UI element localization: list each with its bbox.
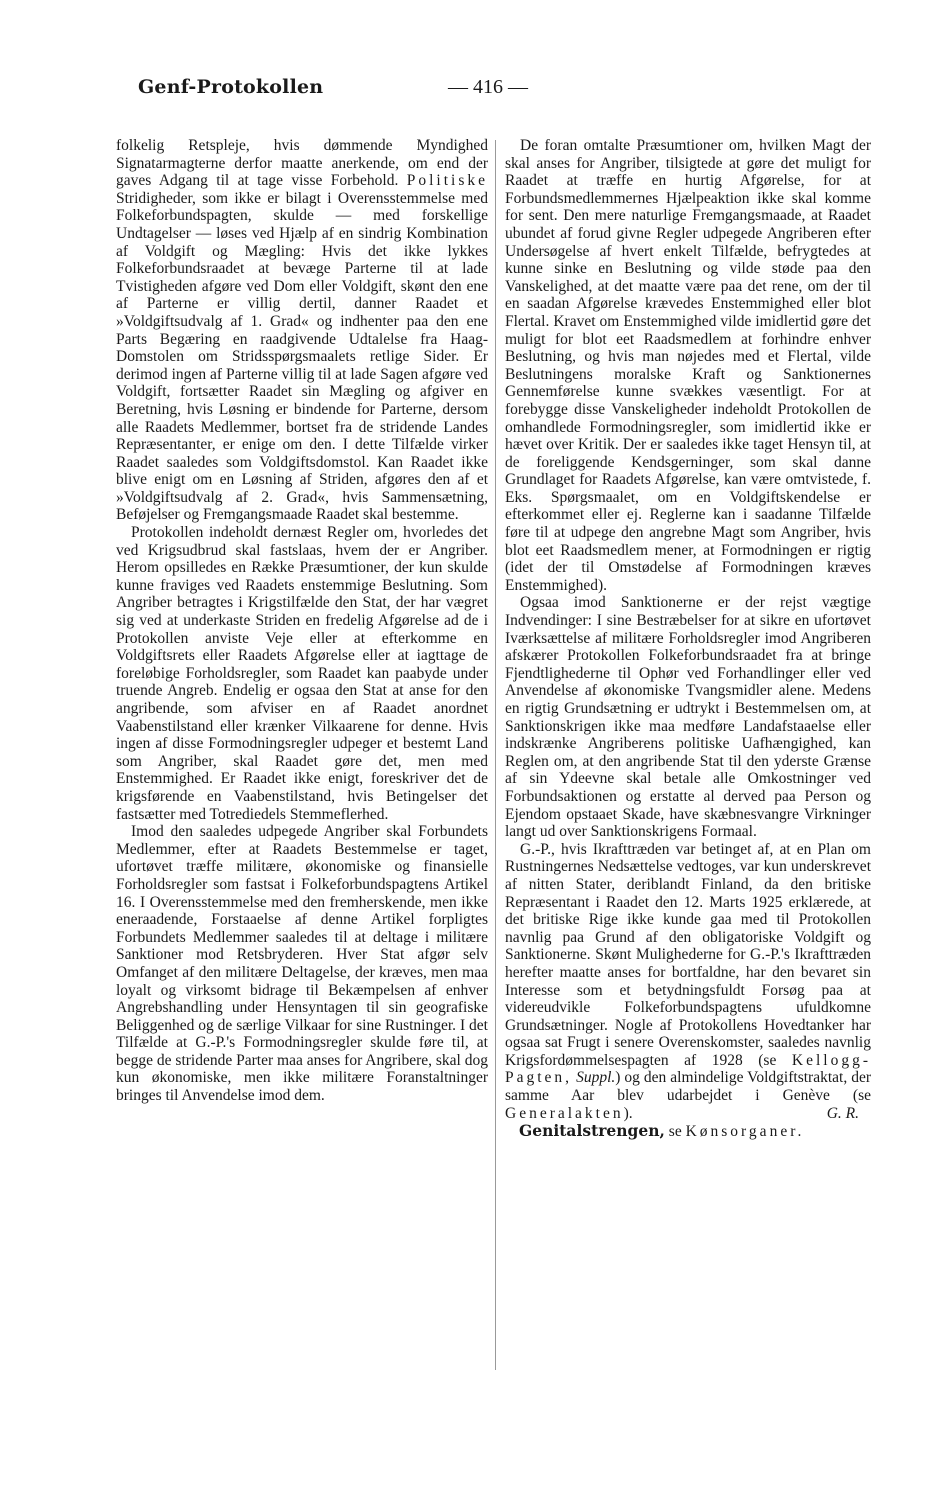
italic-abbrev: Suppl. [576,1069,616,1087]
cross-reference: Kønsorganer. [685,1123,805,1141]
text-run: ). [623,1104,633,1122]
text-run: se [664,1123,686,1141]
spaced-term: Politiske [406,172,488,190]
text-run: Stridigheder, som ikke er bilagt i Overensstemmelse med Folkeforbundspagten, skulde — med forskellige Undtagelser — løses ved Hjælp af en sindrig Kombination af Voldgift og Mægling: Hvis det ikke lykkes Folkeforbundsraadet at bevæge Parterne til at lade Tvistigheden afgøre ved Dom eller Voldgift, skønt den ene af Parterne er villig dertil, danner Raadet et »Voldgiftsudvalg af 1. Grad« og indhenter paa den ene Parts Begæring en raadgivende Udtalelse fra Haag-Domstolen om Stridsspørgsmaalets retlige Sider. Er derimod ingen af Parterne villig til at lade Sagen afgøre ved Voldgift, fortsætter Raadet sin Mægling og afgiver en Beretning, hvis Løsning er bindende for Parterne, dersom alle Raadets Medlemmer, bortset fra de stridende Landes Repræsentanter, er enige om den. I dette Tilfælde virker Raadet saaledes som Voldgiftsdomstol. Kan Raadet ikke blive enigt om en Løsning af Striden, afgøres den af et »Voldgiftsudvalg af 2. Grad«, hvis Sammensætning, Beføjelser og Fremgangsmaade Raadet skal bestemme. [116,189,488,524]
text-run: G.-P., hvis Ikrafttræden var betinget af, at en Plan om Rustningernes Nedsættelse vedtoges, var kun underskrevet af nitten Stater, deriblandt Finland, da den britiske Repræsentant i Raadet den 12. Marts 1925 erklærede, at det britiske Rige ikke kunde gaa med til Protokollen navnlig paa Grund af den obligatoriske Voldgift og Sanktionerne. Skønt Mulighederne for G.-P.'s Ikrafttræden herefter maatte anses for bortfaldne, har den bevaret sin Interesse som et betydningsfuldt Forsøg paa at videreudvikle Folkeforbundspagtens ufuldkomne Grundsætninger. Nogle af Protokollens Hovedtanker har ogsaa sat Frugt i senere Overenskomster, saaledes navnlig Krigsfordømmelsespagten af 1928 (se [505,840,871,1069]
dictionary-entry [505,1122,871,1141]
cross-reference: Generalakten [505,1104,624,1122]
paragraph: Protokollen indeholdt dernæst Regler om, hvorledes det ved Krigsudbrud skal fastslaas, hvem der er Angriber. Herom opsilledes en Række Præsumtioner, der kun skulde kunne fraviges ved Raadets enstemmige Beslutning. Som Angriber betragtes i Krigstilfælde den Stat, der har vægret sig ved at underkaste Striden en fredelig Afgørelse ad de i Protokollen anviste Veje eller at efterkomme en Voldgiftsrets eller Raadets Afgørelse eller at iagttage de foreløbige Forholdsregler, som Raadet kan paabyde under truende Angreb. Endelig er ogsaa den Stat at anse for den angribende, som afviser en af Raadet anordnet Vaabenstilstand eller krænker Vilkaarene for denne. Hvis ingen af disse Formodningsregler udpeger et bestemt Land som Angriber, skal Raadet gøre det, men med Enstemmighed. Er Raadet ikke enigt, foreskriver det de krigsførende en Vaabenstilstand, hvis Betingelser det fastsætter med Totrediedels Stemmeflerhed. [116,524,488,823]
text-run: folkelig Retspleje, hvis dømmende Myndighed Signatarmagterne derfor maatte anerkende, om end der gaves Adgang til at tage visse Forbehold. [116,137,488,190]
page-header [138,76,838,106]
paragraph: Ogsaa imod Sanktionerne er der rejst vægtige Indvendinger: I sine Bestræbelser for at sikre en ufortøvet Iværksættelse af militære Forholdsregler imod Angriberen afskærer Protokollen Folkeforbundsraadet fra at bringe Fjendtlighederne til Ophør ved Forhandlinger eller ved Anvendelse af økonomiske Tvangsmidler alene. Medens en rigtig Grundsætning er udtrykt i Bestemmelsen om, at Sanktionskrigen ikke maa medføre Landafstaaelse eller indskrænke Angriberens politiske Uafhængighed, kan Reglen om, at den angribende Stat til den yderste Grænse af sin Ydeevne skal betale alle Omkostninger ved Forbundsaktionen og erstatte al derved paa Person og Ejendom opstaaet Skade, have skæbnesvangre Virkninger langt ud over Sanktionskrigens Formaal. [505,594,871,841]
running-title: Genf-Protokollen [138,76,324,98]
left-column [116,137,488,1105]
page-number: — 416 — [448,76,528,98]
right-column [505,137,871,1141]
paragraph [116,137,488,524]
author-signature: G. R. [826,1104,859,1122]
paragraph: De foran omtalte Præsumtioner om, hvilken Magt der skal anses for Angriber, tilsigtede at gøre det muligt for Raadet at træffe en hurtig Afgørelse, for at Forbundsmedlemmernes Hjælpeaktion ikke skal komme for sent. Den mere naturlige Fremgangsmaade, at Raadet ubundet af forud givne Regler udpegede Angriberen efter Undersøgelse af hvert enkelt Tilfælde, befrygtedes at kunne sinke en Beslutning og vilde støde paa den Vanskelighed, at det maatte være paa det rene, om der til en saadan Afgørelse krævedes Enstemmighed eller blot Flertal. Kravet om Enstemmighed vilde imidlertid gøre det muligt for blot eet Raadsmedlem at forhindre enhver Beslutning, og hvis man nøjedes med et Flertal, vilde Beslutningens moralske Kraft og Sanktionernes Gennemførelse kunne svækkes væsentligt. For at forebygge disse Vanskeligheder indeholdt Protokollen de omhandlede Formodningsregler, som imidlertid ikke er hævet over Kritik. Der er saaledes ikke taget Hensyn til, at de foreliggende Kendsgerninger, som skal danne Grundlaget for Raadets Afgørelse, kan være omtvistede, f. Eks. Spørgsmaalet, om en Voldgiftskendelse er efterkommet eller ej. Reglerne kan i saadanne Tilfælde føre til at udpege den angrebne Magt som Angriber, hvis blot eet Raadsmedlem mener, at Formodningen er rigtig (idet der til Omstødelse af Formodningen kræves Enstemmighed). [505,137,871,594]
column-divider [495,140,496,1370]
entry-term: Genitalstrengen, [519,1121,665,1141]
paragraph [505,841,871,1123]
paragraph: Imod den saaledes udpegede Angriber skal Forbundets Medlemmer, efter at Raadets Bestemmelse er taget, ufortøvet træffe militære, økonomiske og finansielle Forholdsregler som fastsat i Folkeforbundspagtens Artikel 16. I Overensstemmelse med den fremherskende, men ikke eneraadende, Forstaaelse af denne Artikel forpligtes Forbundets Medlemmer saaledes til at deltage i militære Sanktioner mod Retsbryderen. Hver Stat afgør selv Omfanget af den militære Deltagelse, der kræves, men maa loyalt og virksomt bidrage til Bekæmpelsen af enhver Angrebshandling under Hensyntagen til sin geografiske Beliggenhed og de særlige Vilkaar for sine Rustninger. I det Tilfælde at G.-P.'s Formodningsregler skulde føre til, at begge de stridende Parter maa anses for Angribere, skal dog kun økonomiske, men ikke militære Foranstaltninger bringes til Anvendelse imod dem. [116,823,488,1105]
text-run: ) og den almindelige Voldgiftstraktat, der samme Aar blev udarbejdet i Genève (se [505,1069,871,1105]
cross-reference: Kellogg-Pagten, [505,1051,871,1087]
